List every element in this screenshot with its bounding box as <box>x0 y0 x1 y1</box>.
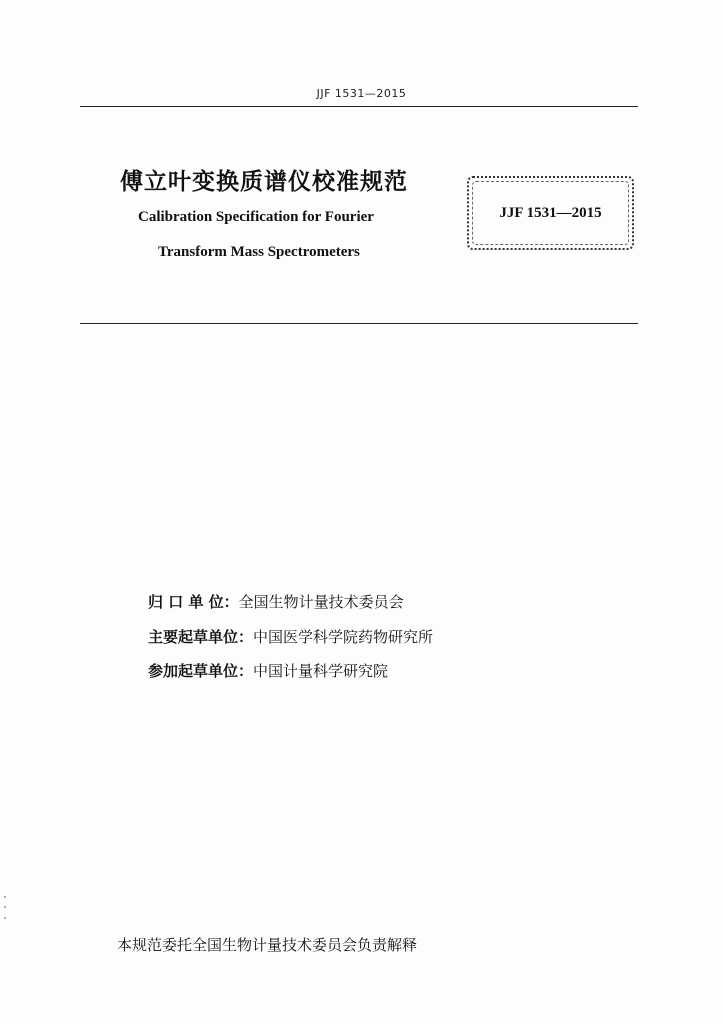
scan-speck <box>4 917 6 919</box>
scan-speck <box>4 906 6 908</box>
responsible-unit-row <box>148 591 404 612</box>
title-chinese: 傅立叶变换质谱仪校准规范 <box>120 169 408 195</box>
title-english-line2: Transform Mass Spectrometers <box>158 244 360 260</box>
responsible-unit-label: 归 口 单 位： <box>148 593 239 611</box>
bottom-rule <box>80 323 638 324</box>
standard-code-box <box>467 176 634 250</box>
code-box-text: JJF 1531—2015 <box>499 204 602 221</box>
participating-drafter-row <box>148 660 388 681</box>
responsible-unit-value: 全国生物计量技术委员会 <box>238 593 404 611</box>
scan-speck <box>4 896 6 898</box>
header-standard-code: JJF 1531—2015 <box>316 87 407 100</box>
title-english-line1: Calibration Specification for Fourier <box>138 209 374 225</box>
main-drafter-value: 中国医学科学院药物研究所 <box>253 628 434 646</box>
main-drafter-label: 主要起草单位： <box>148 628 254 646</box>
participating-drafter-value: 中国计量科学研究院 <box>253 662 389 680</box>
top-rule <box>80 106 638 107</box>
interpretation-note: 本规范委托全国生物计量技术委员会负责解释 <box>117 936 418 954</box>
main-drafter-row <box>148 626 433 647</box>
participating-drafter-label: 参加起草单位： <box>148 662 254 680</box>
